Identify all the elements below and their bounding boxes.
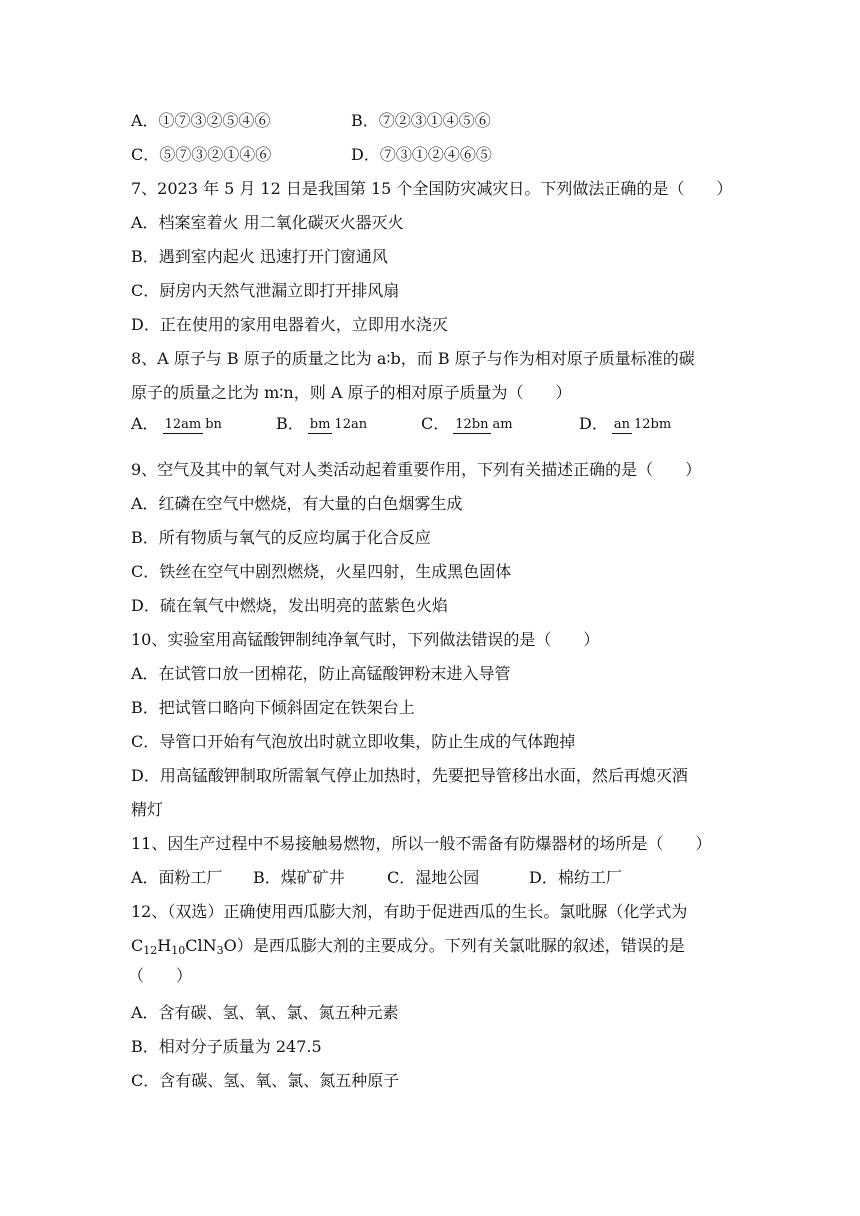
fraction-denominator: bn (205, 416, 222, 432)
q6-option-c: C．⑤⑦③②①④⑥ (131, 145, 272, 164)
q8-option-c-fraction (453, 416, 514, 434)
q6-option-a: A．①⑦③②⑤④⑥ (131, 111, 271, 130)
q7-option-b: B．遇到室内起火 迅速打开门窗通风 (131, 247, 388, 266)
q6-options-row-1 (131, 111, 491, 131)
formula-c: C (131, 936, 144, 955)
q8-option-c (421, 414, 579, 434)
q11-option-c: C．湿地公园 (387, 868, 480, 887)
q10-option-a: A．在试管口放一团棉花，防止高锰酸钾粉末进入导管 (131, 664, 511, 683)
fraction-denominator: 12bm (633, 416, 672, 432)
fraction-denominator: am (492, 416, 513, 432)
q12-option-c: C．含有碳、氢、氧、氯、氮五种原子 (131, 1071, 400, 1090)
q9-option-b: B．所有物质与氧气的反应均属于化合反应 (131, 528, 431, 547)
q11-option-a: A．面粉工厂 (131, 868, 223, 887)
q9-option-a: A．红磷在空气中燃烧，有大量的白色烟雾生成 (131, 494, 463, 513)
fraction-numerator: bm (309, 416, 331, 432)
q6-options-row-2 (131, 145, 492, 165)
q8-option-d (579, 414, 673, 434)
formula-h: H (157, 936, 172, 955)
q8-option-c-label: C． (421, 414, 450, 433)
q9-option-c: C．铁丝在空气中剧烈燃烧，火星四射，生成黑色固体 (131, 562, 512, 581)
q8-option-b-fraction (308, 416, 369, 434)
formula-c-count: 12 (143, 944, 158, 957)
q12-stem-line-1: 12、（双选）正确使用西瓜膨大剂，有助于促进西瓜的生长。氯吡脲（化学式为 (131, 902, 688, 921)
fraction-numerator: 12bn (455, 416, 489, 432)
q12-stem-line-2-text: ）是西瓜膨大剂的主要成分。下列有关氯吡脲的叙述，错误的是 (236, 936, 685, 955)
formula-n-count: 3 (216, 944, 224, 957)
q8-option-b (276, 414, 421, 434)
q6-option-d: D．⑦③①②④⑥⑤ (351, 145, 492, 164)
q9-option-d: D．硫在氧气中燃烧，发出明亮的蓝紫色火焰 (131, 596, 448, 615)
q12-option-b: B．相对分子质量为 247.5 (131, 1037, 322, 1056)
q8-stem-line-1: 8、A 原子与 B 原子的质量之比为 a∶b，而 B 原子与作为相对原子质量标准的碳 (131, 349, 695, 368)
chemical-formula (131, 936, 237, 955)
q12-answer-blank: （ ） (128, 966, 193, 985)
fraction-numerator: an (613, 416, 630, 432)
q8-option-a-label: A． (131, 414, 159, 433)
q8-option-a-fraction (163, 416, 224, 434)
q10-option-d-line-1: D．用高锰酸钾制取所需氧气停止加热时，先要把导管移出水面，然后再熄灭酒 (131, 766, 688, 785)
fraction-numerator: 12am (164, 416, 202, 432)
q8-stem-line-2: 原子的质量之比为 m∶n，则 A 原子的相对原子质量为（ ） (131, 383, 572, 402)
q8-options-row (131, 414, 673, 434)
q10-option-c: C．导管口开始有气泡放出时就立即收集，防止生成的气体跑掉 (131, 732, 576, 751)
q7-option-c: C．厨房内天然气泄漏立即打开排风扇 (131, 281, 400, 300)
q7-stem: 7、2023 年 5 月 12 日是我国第 15 个全国防灾减灾日。下列做法正确的是（ ） (131, 179, 733, 198)
q7-option-a: A．档案室着火 用二氧化碳灭火器灭火 (131, 213, 404, 232)
q10-stem: 10、实验室用高锰酸钾制纯净氧气时，下列做法错误的是（ ） (131, 630, 600, 649)
q10-option-d-line-2: 精灯 (131, 800, 164, 819)
formula-o: O (223, 936, 237, 955)
formula-cln: ClN (185, 936, 217, 955)
q11-option-d: D．棉纺工厂 (529, 868, 622, 887)
q10-option-b: B．把试管口略向下倾斜固定在铁架台上 (131, 698, 415, 717)
q8-option-d-fraction (612, 416, 673, 434)
formula-h-count: 10 (171, 944, 186, 957)
q8-option-a (131, 414, 276, 434)
q11-option-b: B．煤矿矿井 (253, 868, 345, 887)
q12-stem-line-2 (131, 936, 685, 961)
q7-option-d: D．正在使用的家用电器着火，立即用水浇灭 (131, 315, 448, 334)
q8-option-b-label: B． (276, 414, 304, 433)
q11-stem: 11、因生产过程中不易接触易燃物，所以一般不需备有防爆器材的场所是（ ） (131, 834, 712, 853)
q11-options-row (131, 868, 622, 888)
q8-option-d-label: D． (579, 414, 608, 433)
q6-option-b: B．⑦②③①④⑤⑥ (351, 111, 491, 130)
q12-option-a: A．含有碳、氢、氧、氯、氮五种元素 (131, 1003, 399, 1022)
q9-stem: 9、空气及其中的氧气对人类活动起着重要作用，下列有关描述正确的是（ ） (131, 460, 702, 479)
fraction-denominator: 12an (334, 416, 368, 432)
